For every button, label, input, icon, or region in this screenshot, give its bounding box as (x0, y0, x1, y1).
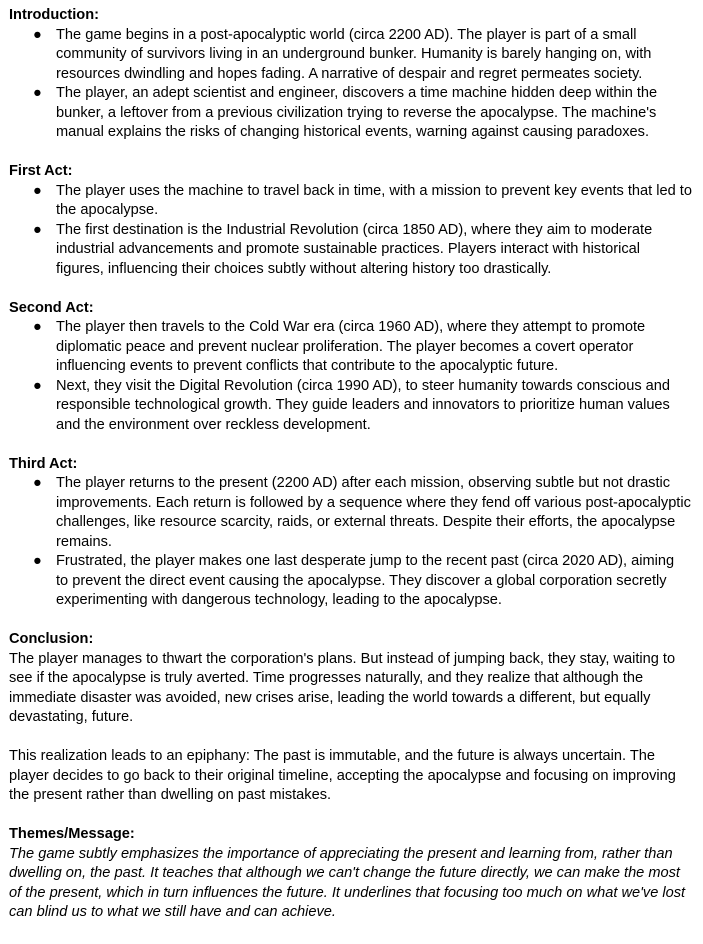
third-act-list (9, 474, 693, 611)
list-item-text: The player returns to the present (2200 AD) after each mission, observing subtle but not drastic improvements. Each return is followed by a sequence where they fend off various post-apocalyptic challenges, like resource scarcity, raids, or external threats. Despite their efforts, the apocalypse remains. (56, 475, 691, 550)
list-item-text: Next, they visit the Digital Revolution (circa 1990 AD), to steer humanity towards conscious and responsible technological growth. They guide leaders and innovators to prioritize human values and the environment over reckless development. (56, 377, 671, 433)
first-act-heading: First Act: (9, 163, 73, 179)
bullet-icon: ● (33, 319, 42, 335)
bullet-icon: ● (33, 553, 42, 569)
third-act-section (9, 455, 693, 611)
list-item (9, 474, 692, 552)
list-item (9, 552, 690, 611)
introduction-heading: Introduction: (9, 7, 99, 23)
conclusion-paragraph: The player manages to thwart the corporation's plans. But instead of jumping back, they stay, waiting to see if the apocalypse is truly averted. Time progresses naturally, and they realize that although the immediate disaster was avoided, new crises arise, leading the world towards a different, but equally devastating, future. (9, 650, 676, 725)
list-item-text: The player uses the machine to travel back in time, with a mission to prevent key events that led to the apocalypse. (56, 182, 692, 218)
second-act-section (9, 299, 693, 436)
list-item (9, 84, 680, 143)
bullet-icon: ● (33, 377, 42, 394)
bullet-icon: ● (33, 85, 42, 101)
conclusion-section (9, 630, 693, 825)
list-item (9, 318, 676, 377)
list-item (9, 377, 692, 436)
conclusion-heading: Conclusion: (9, 631, 94, 647)
list-item (9, 182, 692, 221)
list-item (9, 26, 682, 85)
third-act-heading: Third Act: (9, 455, 78, 472)
bullet-icon: ● (33, 475, 42, 491)
list-item-text: Frustrated, the player makes one last desperate jump to the recent past (circa 2020 AD), aiming to prevent the direct event causing the apocalypse. They discover a global corporation secretly experimenting with dangerous technology, leading to the apocalypse. (56, 553, 675, 608)
first-act-list (9, 182, 693, 280)
themes-heading: Themes/Message: (9, 826, 135, 842)
second-act-heading: Second Act: (9, 299, 94, 316)
paragraph-gap (9, 806, 693, 826)
list-item-text: The player, an adept scientist and engineer, discovers a time machine hidden deep within the bunker, a leftover from a previous civilization trying to reverse the apocalypse. The machine's manual explains the risks of changing historical events, warning against causing paradoxes. (56, 85, 658, 140)
themes-section (9, 825, 693, 923)
introduction-section (9, 6, 693, 143)
first-act-section (9, 162, 693, 279)
list-item (9, 221, 684, 280)
conclusion-paragraph: This realization leads to an epiphany: The past is immutable, and the future is always uncertain. The player decides to go back to their original timeline, accepting the apocalypse and focusing on improving the present rather than dwelling on past mistakes. (9, 748, 676, 803)
bullet-icon: ● (33, 182, 42, 199)
bullet-icon: ● (33, 221, 42, 238)
list-item-text: The player then travels to the Cold War era (circa 1960 AD), where they attempt to promote diplomatic peace and prevent nuclear proliferation. The player becomes a covert operator influencing events to prevent conflicts that contribute to the apocalyptic future. (56, 319, 646, 374)
second-act-list (9, 318, 693, 435)
introduction-list (9, 26, 693, 143)
paragraph-gap (9, 728, 693, 748)
list-item-text: The first destination is the Industrial Revolution (circa 1850 AD), where they aim to moderate industrial advancements and promote sustainable practices. Players interact with historical figures, influencing their choices subtly without altering history too drastically. (56, 221, 653, 277)
list-item-text: The game begins in a post-apocalyptic world (circa 2200 AD). The player is part of a small community of survivors living in an underground bunker. Humanity is barely hanging on, with resources dwindling and hopes fading. A narrative of despair and regret permeates society. (56, 26, 652, 82)
bullet-icon: ● (33, 26, 42, 43)
themes-paragraph: The game subtly emphasizes the importance of appreciating the present and learning from, rather than dwelling on, the past. It teaches that although we can't change the future directly, we can make the most of the present, which in turn influences the future. It underlines that focusing too much on what we've lost can blind us to what we still have and can achieve. (9, 845, 686, 920)
